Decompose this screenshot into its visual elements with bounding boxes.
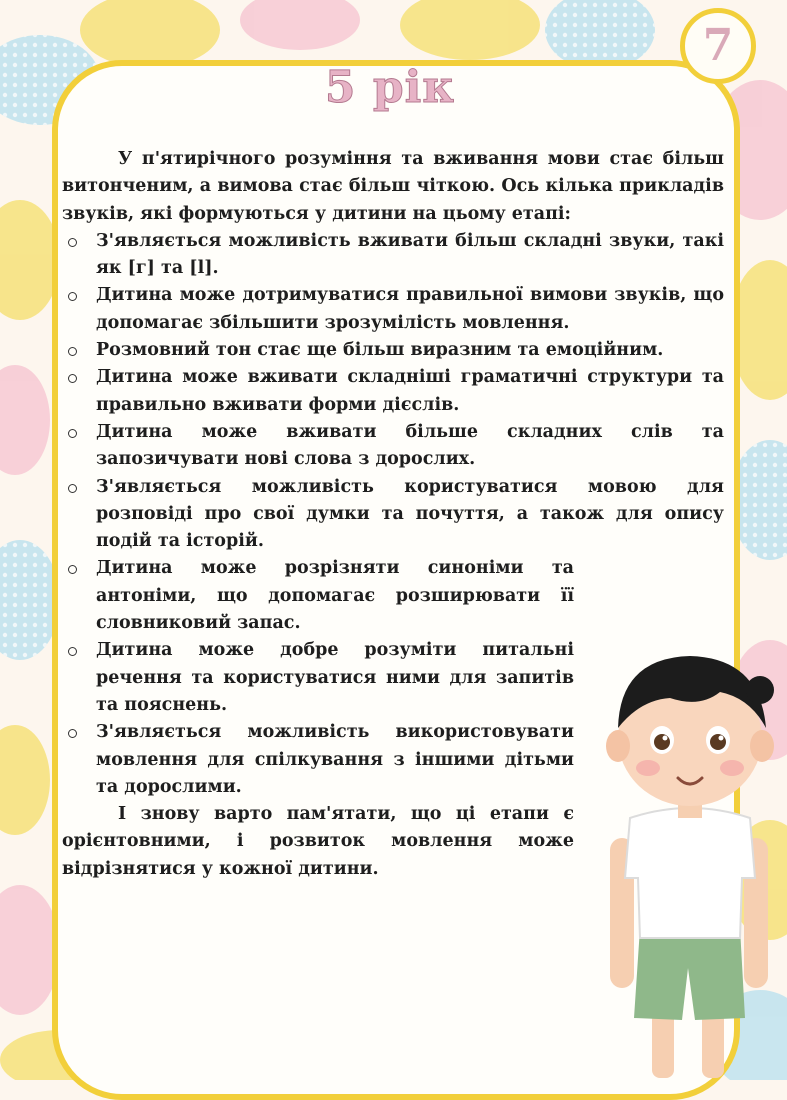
list-item: Дитина може добре розуміти питальні речення та користуватися ними для запитів та пояснень.	[62, 637, 724, 719]
outro-paragraph: І знову варто пам'ятати, що ці етапи є орієнтовними, і розвиток мовлення може відрізнятися у кожної дитини.	[62, 804, 574, 879]
bullet-icon	[68, 292, 77, 301]
list-item: Дитина може вживати більше складних слів та запозичувати нові слова з дорослих.	[62, 419, 724, 474]
list-item: Дитина може розрізняти синоніми та антоніми, що допомагає розширювати її словниковий запас.	[62, 555, 724, 637]
list-item: З'являється можливість користуватися мовою для розповіді про свої думки та почуття, а також для опису подій та історій.	[62, 474, 724, 556]
bullet-icon	[68, 647, 77, 656]
list-item: З'являється можливість вживати більш складні звуки, такі як [г] та [l].	[62, 228, 724, 283]
list-item: Розмовний тон стає ще більш виразним та емоційним.	[62, 337, 724, 364]
bullet-icon	[68, 565, 77, 574]
bullet-icon	[68, 374, 77, 383]
bullet-icon	[68, 484, 77, 493]
bullet-icon	[68, 347, 77, 356]
list-item: Дитина може вживати складніші граматичні структури та правильно вживати форми дієслів.	[62, 364, 724, 419]
bullet-icon	[68, 238, 77, 247]
page-number-badge: 7	[680, 8, 756, 84]
list-item: З'являється можливість використовувати мовлення для спілкування з іншими дітьми та дорослими.	[62, 719, 724, 801]
bullet-icon	[68, 729, 77, 738]
boy-illustration	[590, 628, 787, 1080]
list-item: Дитина може дотримуватися правильної вимови звуків, що допомагає збільшити зрозумілість мовлення.	[62, 282, 724, 337]
bullet-icon	[68, 429, 77, 438]
intro-paragraph: У п'ятирічного розуміння та вживання мови стає більш витонченим, а вимова стає більш чіткою. Ось кілька прикладів звуків, які формуються у дитини на цьому етапі:	[62, 149, 724, 224]
page-title: 5 рік	[324, 62, 456, 113]
